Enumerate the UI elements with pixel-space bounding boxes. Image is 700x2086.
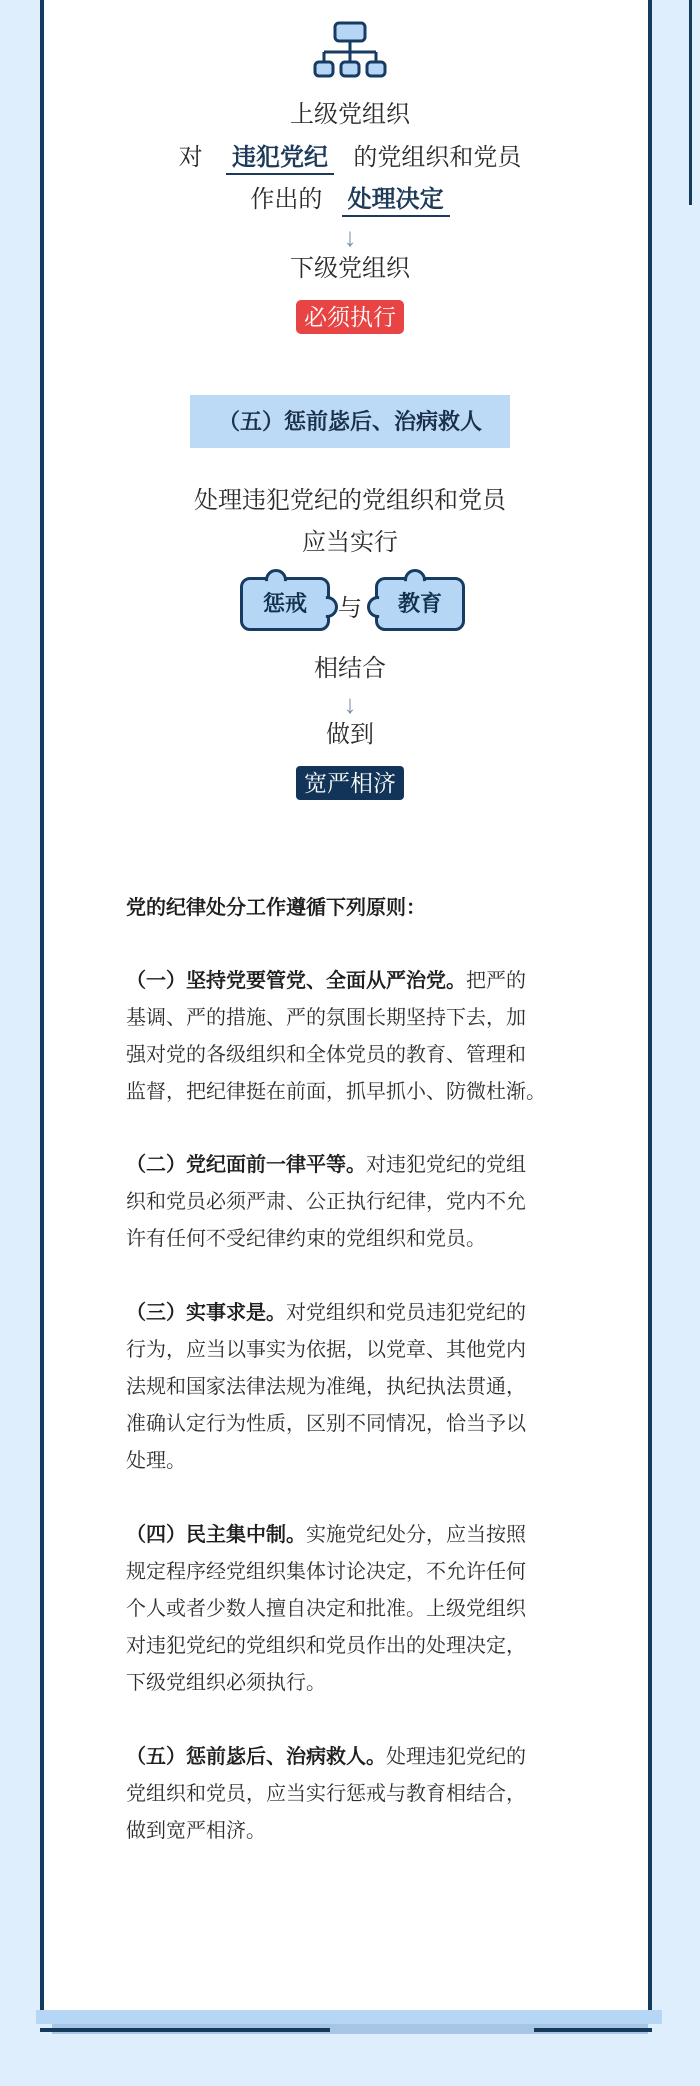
principle-title: （四）民主集中制。 [126,1524,306,1546]
puzzle-piece-discipline: 惩戒 [240,577,330,631]
principle-text: 做到宽严相济。 [126,1820,266,1842]
principle-title: （一）坚持党要管党、全面从严治党。 [126,970,466,992]
section5-line2: 应当实行 [302,529,398,556]
bottom-border-left [40,2028,330,2032]
principle-item [126,1147,586,1258]
diagram-line-decision [0,183,700,217]
principle-text: 强对党的各级组织和全体党员的教育、管理和 [126,1044,526,1066]
must-execute-tag: 必须执行 [296,300,404,334]
principle-text: 下级党组织必须执行。 [126,1672,326,1694]
principle-text: 基调、严的措施、严的氛围长期坚持下去，加 [126,1007,526,1029]
principle-text: 处理违犯党纪的 [386,1746,526,1768]
section5-line4: 做到 [326,721,374,748]
principle-item [126,1739,586,1850]
principle-text: 行为，应当以事实为依据，以党章、其他党内 [126,1339,526,1361]
principle-text: 个人或者少数人擅自决定和批准。上级党组织 [126,1598,526,1620]
principle-text: 规定程序经党组织集体讨论决定，不允许任何 [126,1561,526,1583]
principle-text: 对违犯党纪的党组 [366,1154,526,1176]
line2-suffix: 的党组织和党员 [353,144,522,171]
arrow-down-icon: ↓ [343,222,357,252]
connector-text: 与 [338,595,362,622]
balance-tag: 宽严相济 [296,766,404,800]
diagram-line-subordinate-org: 下级党组织 [290,255,410,282]
section-title-box: （五）惩前毖后、治病救人 [190,395,510,448]
bottom-decor-stripe [36,2010,662,2024]
hierarchy-icon [313,20,387,84]
principle-text: 监督，把纪律挺在前面，抓早抓小、防微杜渐。 [126,1081,546,1103]
principle-title: （三）实事求是。 [126,1302,286,1324]
diagram-line-superior-org: 上级党组织 [290,101,410,128]
arrow-down-icon: ↓ [343,689,357,719]
line2-prefix: 对 [178,144,203,171]
principle-text: 把严的 [466,970,526,992]
principle-text: 准确认定行为性质，区别不同情况，恰当予以 [126,1413,526,1435]
line3-prefix: 作出的 [250,186,323,213]
diagram-line-target [0,141,700,175]
principle-text: 党组织和党员，应当实行惩戒与教育相结合， [126,1783,526,1805]
puzzle-piece-education: 教育 [375,577,465,631]
principle-title: （五）惩前毖后、治病救人。 [126,1746,386,1768]
section5-line3: 相结合 [314,655,386,682]
bottom-border-right [534,2028,652,2032]
principle-text: 法规和国家法律法规为准绳，执纪执法贯通， [126,1376,526,1398]
principle-text: 实施党纪处分，应当按照 [306,1524,526,1546]
principle-item [126,1295,586,1480]
must-execute-tag-wrap [0,300,700,334]
principle-item [126,963,586,1111]
section5-line1: 处理违犯党纪的党组织和党员 [194,487,506,514]
principle-title: （二）党纪面前一律平等。 [126,1154,366,1176]
principle-text: 处理。 [126,1450,186,1472]
principle-text: 对违犯党纪的党组织和党员作出的处理决定， [126,1635,526,1657]
keyword-violation: 违犯党纪 [226,143,334,175]
balance-tag-wrap [0,766,700,800]
principle-item [126,1517,586,1702]
principle-text: 对党组织和党员违犯党纪的 [286,1302,526,1324]
keyword-decision: 处理决定 [342,185,450,217]
principles-heading: 党的纪律处分工作遵循下列原则： [126,897,426,919]
principle-text: 织和党员必须严肃、公正执行纪律，党内不允 [126,1191,526,1213]
principle-text: 许有任何不受纪律约束的党组织和党员。 [126,1228,486,1250]
